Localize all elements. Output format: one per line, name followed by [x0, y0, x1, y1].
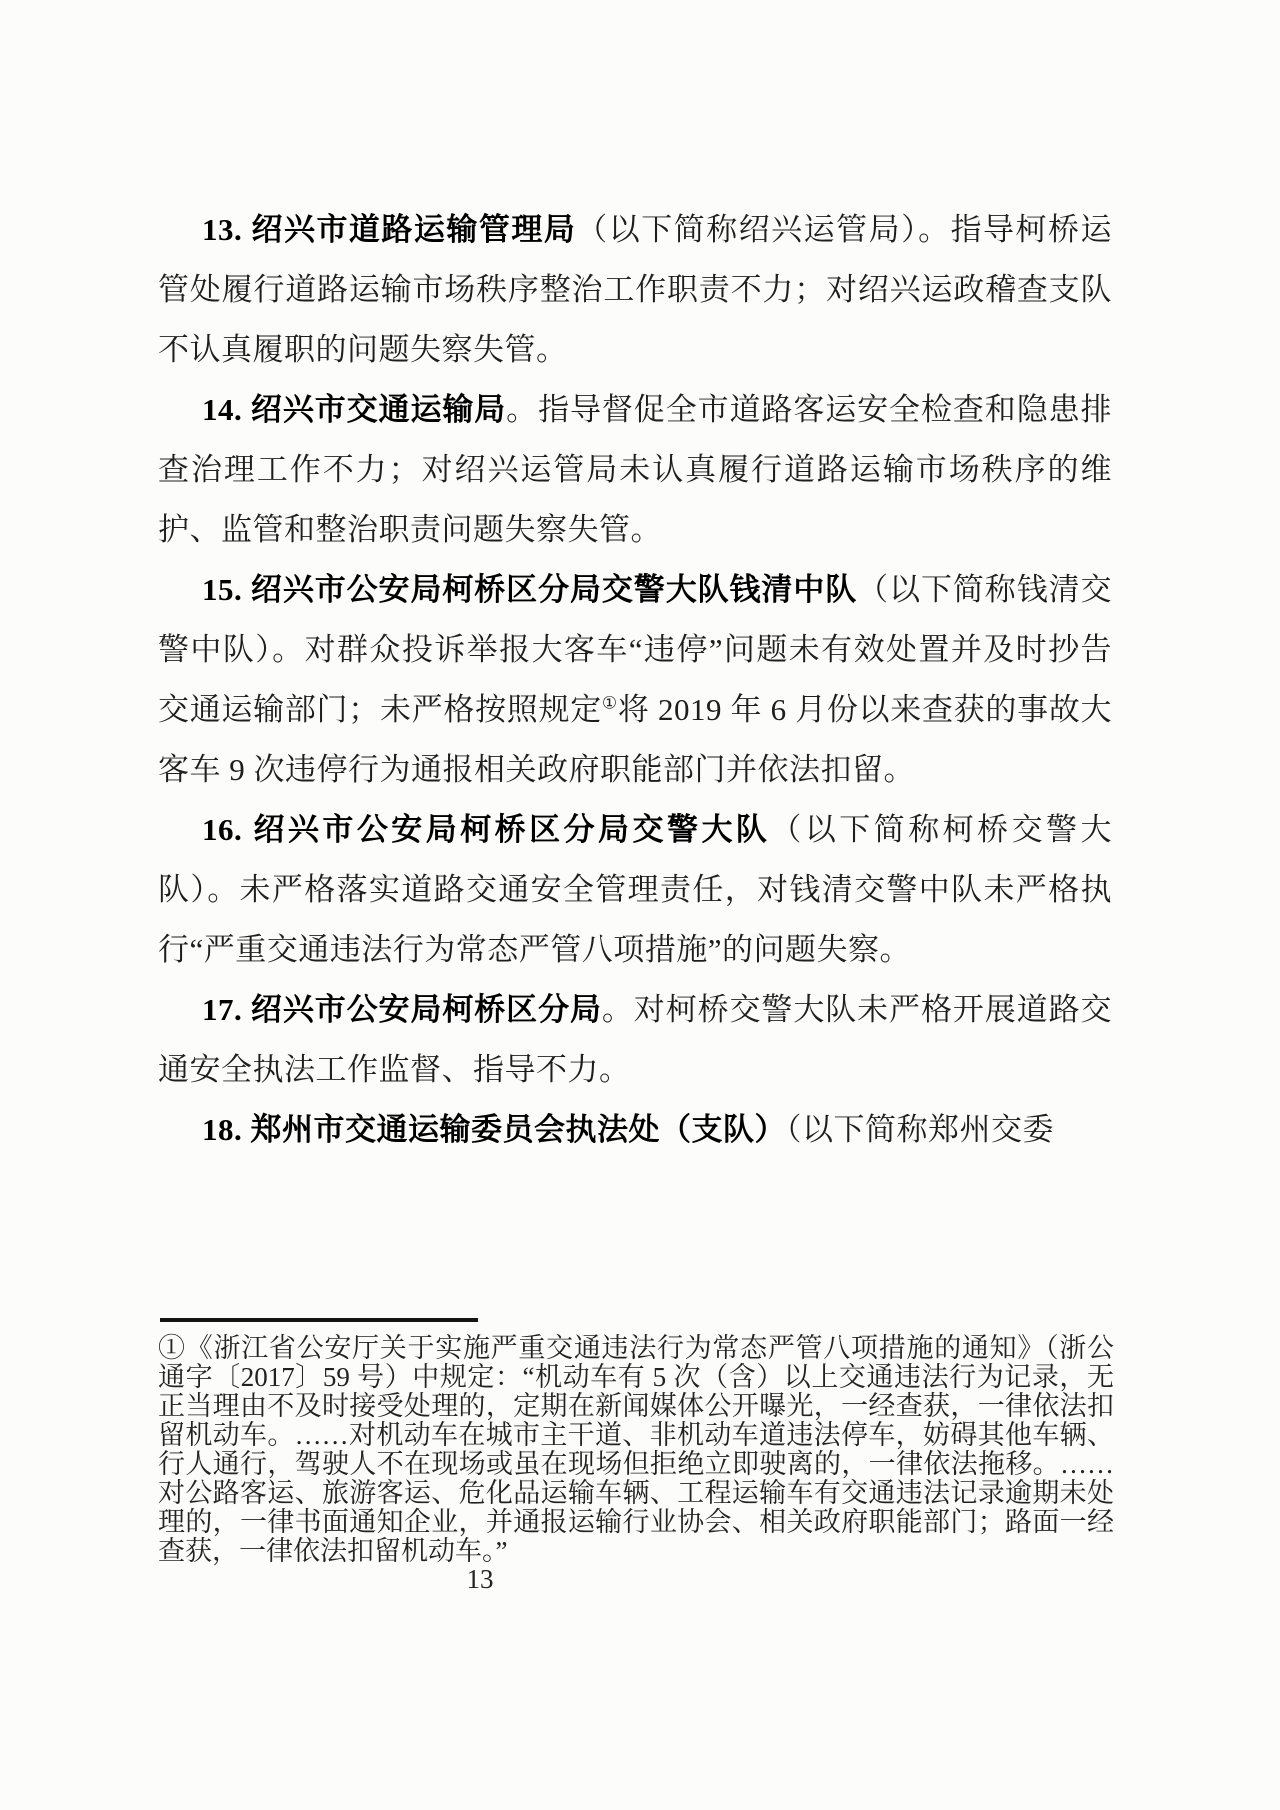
- item-14-text: 。指导督促全市道路客运安全检查和隐患排查治理工作不力；对绍兴运管局未认真履行道路运输市场秩序的维护、监管和整治职责问题失察失管。: [158, 392, 1113, 547]
- footnote-marker: ①: [158, 1333, 186, 1363]
- document-body: [158, 200, 1112, 1160]
- item-17-text: 。对柯桥交警大队未严格开展道路交通安全执法工作监督、指导不力。: [158, 992, 1113, 1087]
- item-18-title: 18. 郑州市交通运输委员会执法处（支队）: [202, 1112, 786, 1147]
- item-15-text-continued: 将 2019 年 6 月份以来查获的事故大客车 9 次违停行为通报相关政府职能部门并依法扣留。: [158, 692, 1112, 787]
- paragraph-item-18: [158, 1100, 1112, 1160]
- item-17-title: 17. 绍兴市公安局柯桥区分局: [202, 992, 602, 1027]
- item-16-text: （以下简称柯桥交警大队）。未严格落实道路交通安全管理责任，对钱清交警中队未严格执行“严重交通违法行为常态严管八项措施”的问题失察。: [158, 812, 1112, 967]
- footnote-reference-1: ①: [601, 693, 618, 713]
- paragraph-item-15: [158, 560, 1112, 800]
- paragraph-item-16: [158, 800, 1112, 980]
- footnote: [158, 1334, 1114, 1566]
- item-13-text: （以下简称绍兴运管局）。指导柯桥运管处履行道路运输市场秩序整治工作职责不力；对绍兴运政稽查支队不认真履职的问题失察失管。: [158, 212, 1112, 367]
- paragraph-item-14: [158, 380, 1112, 560]
- item-15-text: （以下简称钱清交警中队）。对群众投诉举报大客车“违停”问题未有效处置并及时抄告交通运输部门；未严格按照规定: [158, 572, 1113, 727]
- paragraph-item-13: [158, 200, 1112, 380]
- paragraph-item-17: [158, 980, 1112, 1100]
- item-13-title: 13. 绍兴市道路运输管理局: [202, 212, 577, 247]
- footnote-text: 《浙江省公安厅关于实施严重交通违法行为常态严管八项措施的通知》（浙公通字〔2017〕59 号）中规定：“机动车有 5 次（含）以上交通违法行为记录，无正当理由不及时接受处理的，定期在新闻媒体公开曝光，一经查获，一律依法扣留机动车。……对机动车在城市主干道、非机动车道违法停车，妨碍其他车辆、行人通行，驾驶人不在现场或虽在现场但拒绝立即驶离的，一律依法拖移。……对公路客运、旅游客运、危化品运输车辆、工程运输车有交通违法记录逾期未处理的，一律书面通知企业，并通报运输行业协会、相关政府职能部门；路面一经查获，一律依法扣留机动车。”: [158, 1333, 1115, 1566]
- item-18-text: （以下简称郑州交委: [786, 1112, 1054, 1147]
- item-16-title: 16. 绍兴市公安局柯桥区分局交警大队: [202, 812, 771, 847]
- item-14-title: 14. 绍兴市交通运输局: [202, 392, 507, 427]
- page-number: 13: [466, 1564, 494, 1594]
- footnote-separator: [160, 1318, 478, 1322]
- item-15-title: 15. 绍兴市公安局柯桥区分局交警大队钱清中队: [202, 572, 858, 607]
